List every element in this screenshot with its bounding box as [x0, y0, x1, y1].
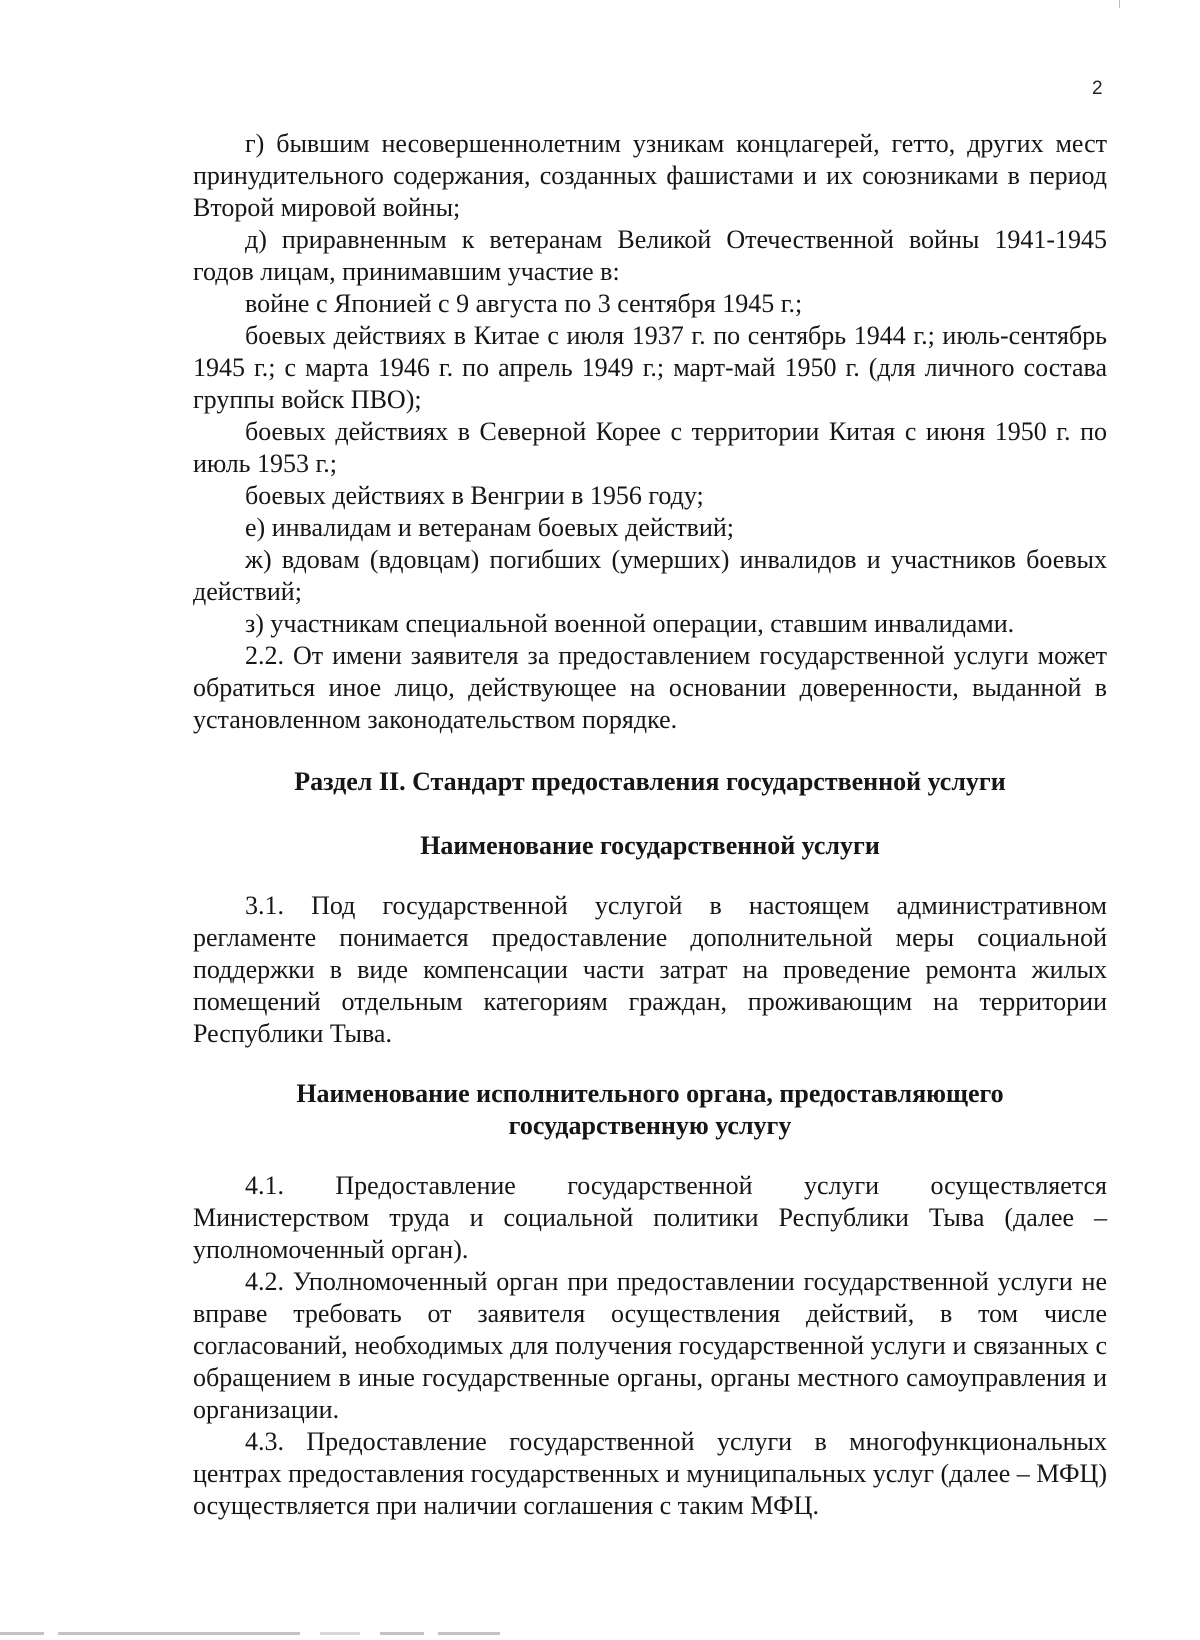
section-heading: Раздел II. Стандарт предоставления государственной услуги — [294, 767, 1006, 796]
paragraph-4-3: 4.3. Предоставление государственной услуги в многофункциональных центрах предоставления государственных и муниципальных услуг (далее – МФЦ) осуществляется при наличии соглашения с таким МФЦ. — [193, 1427, 1107, 1520]
paragraph-3-1: 3.1. Под государственной услугой в настоящем административном регламенте понимается предоставление дополнительной меры социальной поддержки в виде компенсации части затрат на проведение ремонта жилых помещений отдельным категориям граждан, проживающим на территории Республики Тыва. — [193, 891, 1107, 1048]
paragraph-korea: боевых действиях в Северной Корее с территории Китая с июня 1950 г. по июль 1953 г.; — [193, 417, 1107, 478]
paragraph-zh: ж) вдовам (вдовцам) погибших (умерших) инвалидов и участников боевых действий; — [193, 545, 1107, 606]
scan-edge-mark — [1119, 0, 1120, 8]
heading-organ-line-2: государственную услугу — [508, 1111, 792, 1140]
paragraph-japan-war: войне с Японией с 9 августа по 3 сентября 1945 г.; — [245, 289, 803, 318]
page-number: 2 — [1092, 78, 1103, 99]
paragraph-g: г) бывшим несовершеннолетним узникам концлагерей, гетто, других мест принудительного содержания, созданных фашистами и их союзниками в период Второй мировой войны; — [193, 129, 1107, 222]
scan-bottom-rule — [0, 1632, 500, 1635]
paragraph-z: з) участникам специальной военной операции, ставшим инвалидами. — [245, 609, 1015, 638]
paragraph-4-1: 4.1. Предоставление государственной услуги осуществляется Министерством труда и социальной политики Республики Тыва (далее – уполномоченный орган). — [193, 1171, 1107, 1264]
paragraph-china: боевых действиях в Китае с июля 1937 г. по сентябрь 1944 г.; июль-сентябрь 1945 г.; с марта 1946 г. по апрель 1949 г.; март-май 1950 г. (для личного состава группы войск ПВО); — [193, 321, 1107, 414]
paragraph-e: е) инвалидам и ветеранам боевых действий; — [245, 513, 735, 542]
paragraph-4-2: 4.2. Уполномоченный орган при предоставлении государственной услуги не вправе требовать от заявителя осуществления действий, в том числе согласований, необходимых для получения государственной услуги и связанных с обращением в иные государственные органы, органы местного самоуправления и организации. — [193, 1267, 1107, 1424]
heading-service-name: Наименование государственной услуги — [420, 831, 880, 860]
heading-organ — [193, 1078, 1107, 1142]
paragraph-d: д) приравненным к ветеранам Великой Отечественной войны 1941-1945 годов лицам, принимавшим участие в: — [193, 225, 1107, 286]
document-body — [193, 128, 1107, 1522]
heading-organ-line-1: Наименование исполнительного органа, предоставляющего — [296, 1079, 1004, 1108]
paragraph-hungary: боевых действиях в Венгрии в 1956 году; — [245, 481, 704, 510]
paragraph-2-2: 2.2. От имени заявителя за предоставлением государственной услуги может обратиться иное лицо, действующее на основании доверенности, выданной в установленном законодательством порядке. — [193, 641, 1107, 734]
